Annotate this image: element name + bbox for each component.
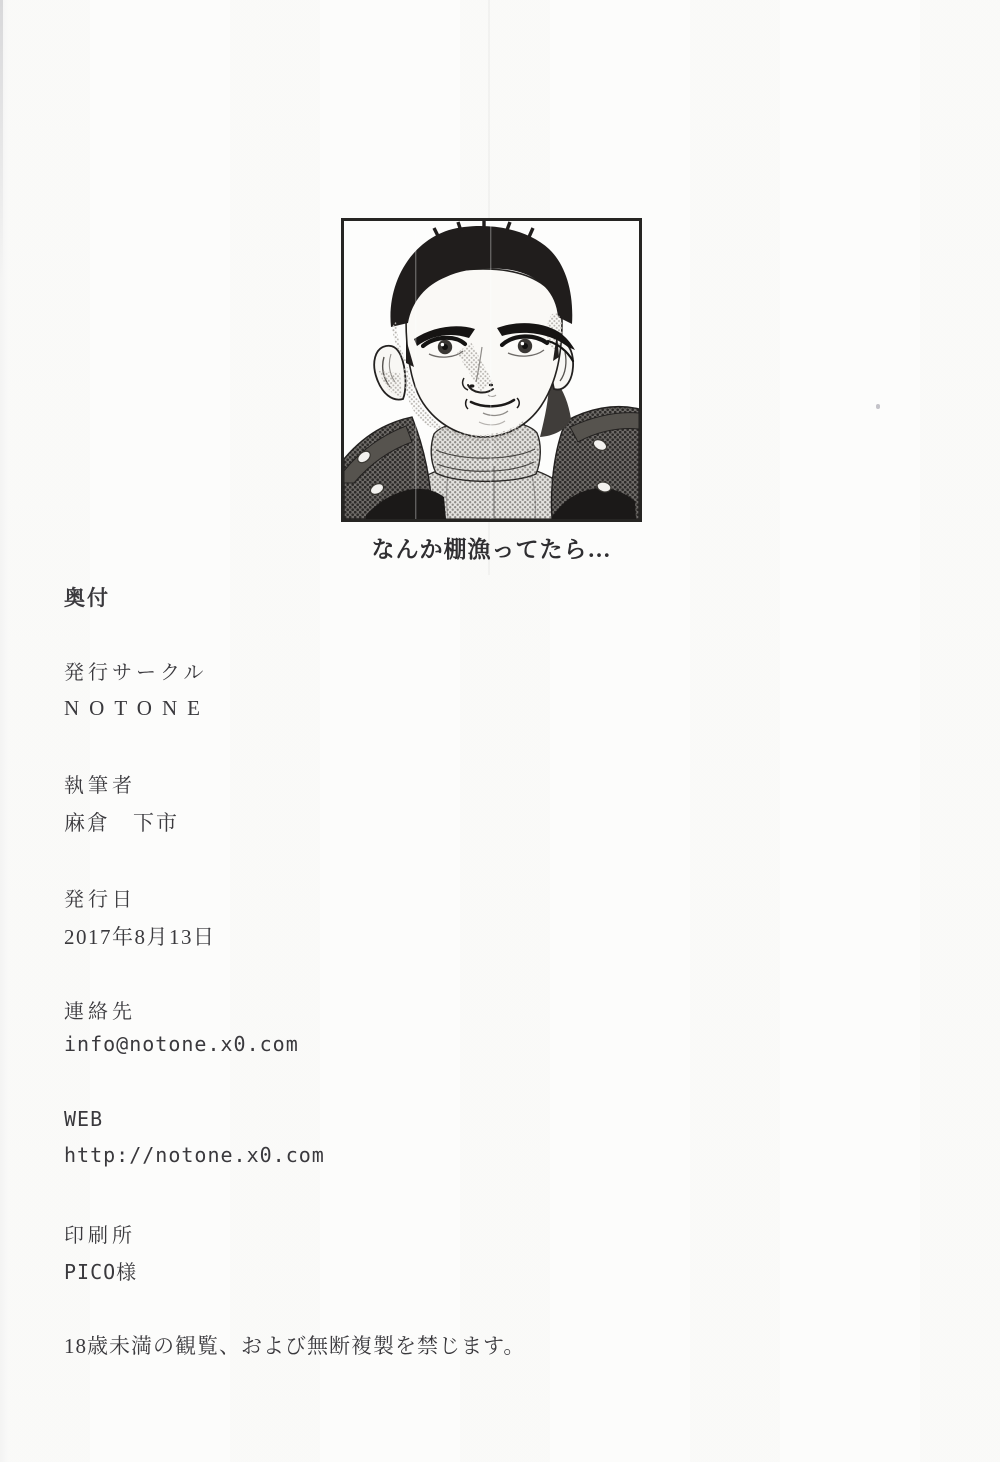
publication-date-label: 発行日 — [64, 889, 136, 911]
publication-date-value: 2017年8月13日 — [64, 925, 216, 949]
portrait-drawing — [344, 221, 639, 519]
scan-edge-artifact — [0, 0, 3, 280]
web-label: WEB — [64, 1107, 104, 1131]
publisher-circle-value: NOTONE — [64, 696, 210, 720]
page-title: 奥付 — [64, 586, 110, 610]
contact-label: 連絡先 — [64, 1001, 136, 1023]
scan-speck — [876, 404, 880, 409]
contact-email: info@notone.x0.com — [64, 1032, 299, 1056]
portrait-caption: なんか棚漁ってたら… — [371, 537, 612, 562]
printer-label: 印刷所 — [64, 1225, 136, 1247]
publisher-circle-label: 発行サークル — [64, 662, 208, 684]
age-restriction-notice: 18歳未満の観覧、および無断複製を禁じます。 — [64, 1334, 526, 1358]
author-value: 麻倉 下市 — [64, 811, 179, 835]
printer-value: PICO様 — [64, 1260, 138, 1284]
portrait-illustration — [341, 218, 642, 522]
author-label: 執筆者 — [64, 775, 136, 797]
web-url: http://notone.x0.com — [64, 1143, 325, 1167]
